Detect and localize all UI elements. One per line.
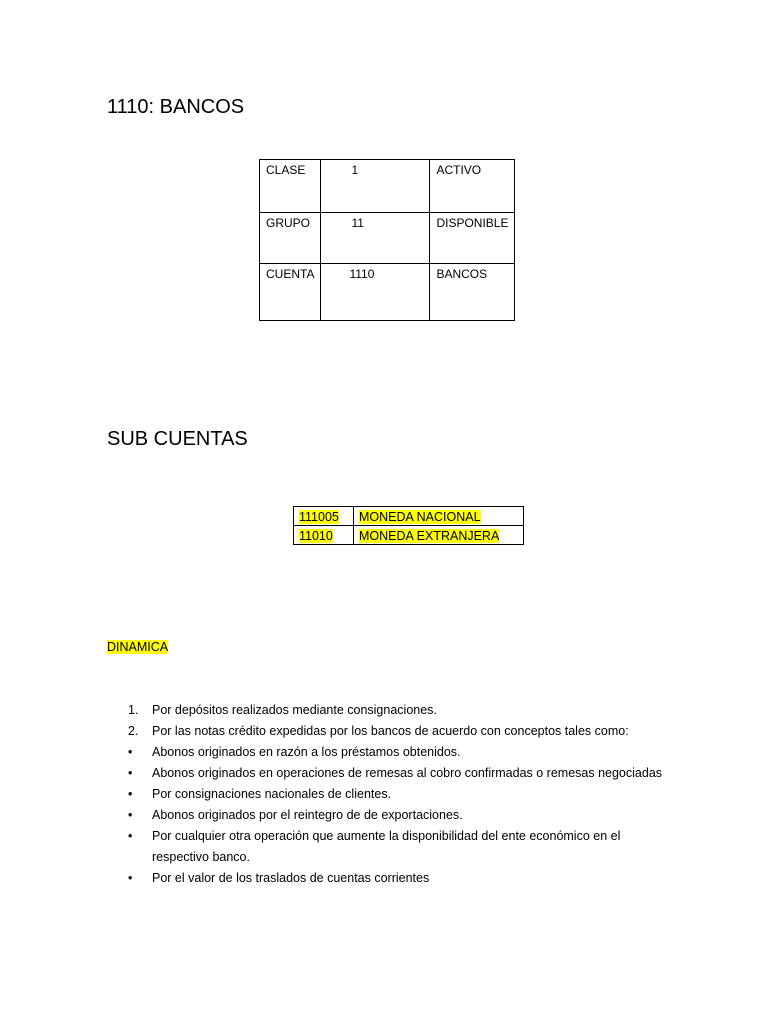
subcuenta-code: 11010 — [294, 526, 354, 545]
list-item-text: Por las notas crédito expedidas por los bancos de acuerdo con conceptos tales como: — [152, 724, 629, 738]
subcuenta-name: MONEDA NACIONAL — [354, 507, 524, 526]
classification-table — [259, 159, 515, 321]
row-label: CLASE — [260, 160, 321, 213]
row-code: 1110 — [321, 264, 430, 321]
page-title: 1110: BANCOS — [107, 96, 245, 118]
table-row — [294, 526, 524, 545]
subcuenta-code: 111005 — [294, 507, 354, 526]
list-item-text: Abonos originados por el reintegro de de exportaciones. — [152, 808, 463, 822]
row-code: 11 — [321, 213, 430, 264]
row-name: ACTIVO — [430, 160, 515, 213]
row-name: BANCOS — [430, 264, 515, 321]
subcuenta-name: MONEDA EXTRANJERA — [354, 526, 524, 545]
table-row — [260, 213, 515, 264]
list-item — [128, 805, 668, 826]
list-item-text: Por depósitos realizados mediante consignaciones. — [152, 703, 437, 717]
list-item-text: Abonos originados en operaciones de remesas al cobro confirmadas o remesas negociadas — [152, 766, 663, 780]
list-item-text: Por cualquier otra operación que aumente la disponibilidad del ente económico en el respectivo banco. — [152, 829, 621, 864]
table-row — [294, 507, 524, 526]
row-name: DISPONIBLE — [430, 213, 515, 264]
bullet-icon: • — [128, 745, 133, 759]
bullet-icon: • — [128, 829, 133, 843]
dinamica-heading: DINAMICA — [107, 640, 169, 654]
list-marker: 1. — [128, 703, 139, 717]
list-item — [128, 868, 668, 889]
list-item-text: Por consignaciones nacionales de clientes. — [152, 787, 392, 801]
bullet-icon: • — [128, 787, 133, 801]
subcuentas-heading: SUB CUENTAS — [107, 428, 248, 450]
dinamica-list — [128, 700, 668, 889]
list-item — [128, 826, 668, 868]
list-item — [128, 784, 668, 805]
bullet-icon: • — [128, 766, 133, 780]
table-row — [260, 160, 515, 213]
list-marker: 2. — [128, 724, 139, 738]
list-item-text: Por el valor de los traslados de cuentas corrientes — [152, 871, 430, 885]
bullet-icon: • — [128, 808, 133, 822]
subcuentas-table — [293, 506, 524, 545]
list-item-text: Abonos originados en razón a los préstamos obtenidos. — [152, 745, 461, 759]
list-item — [128, 721, 668, 742]
table-row — [260, 264, 515, 321]
list-item — [128, 763, 668, 784]
row-label: CUENTA — [260, 264, 321, 321]
list-item — [128, 700, 668, 721]
list-item — [128, 742, 668, 763]
row-code: 1 — [321, 160, 430, 213]
bullet-icon: • — [128, 871, 133, 885]
row-label: GRUPO — [260, 213, 321, 264]
